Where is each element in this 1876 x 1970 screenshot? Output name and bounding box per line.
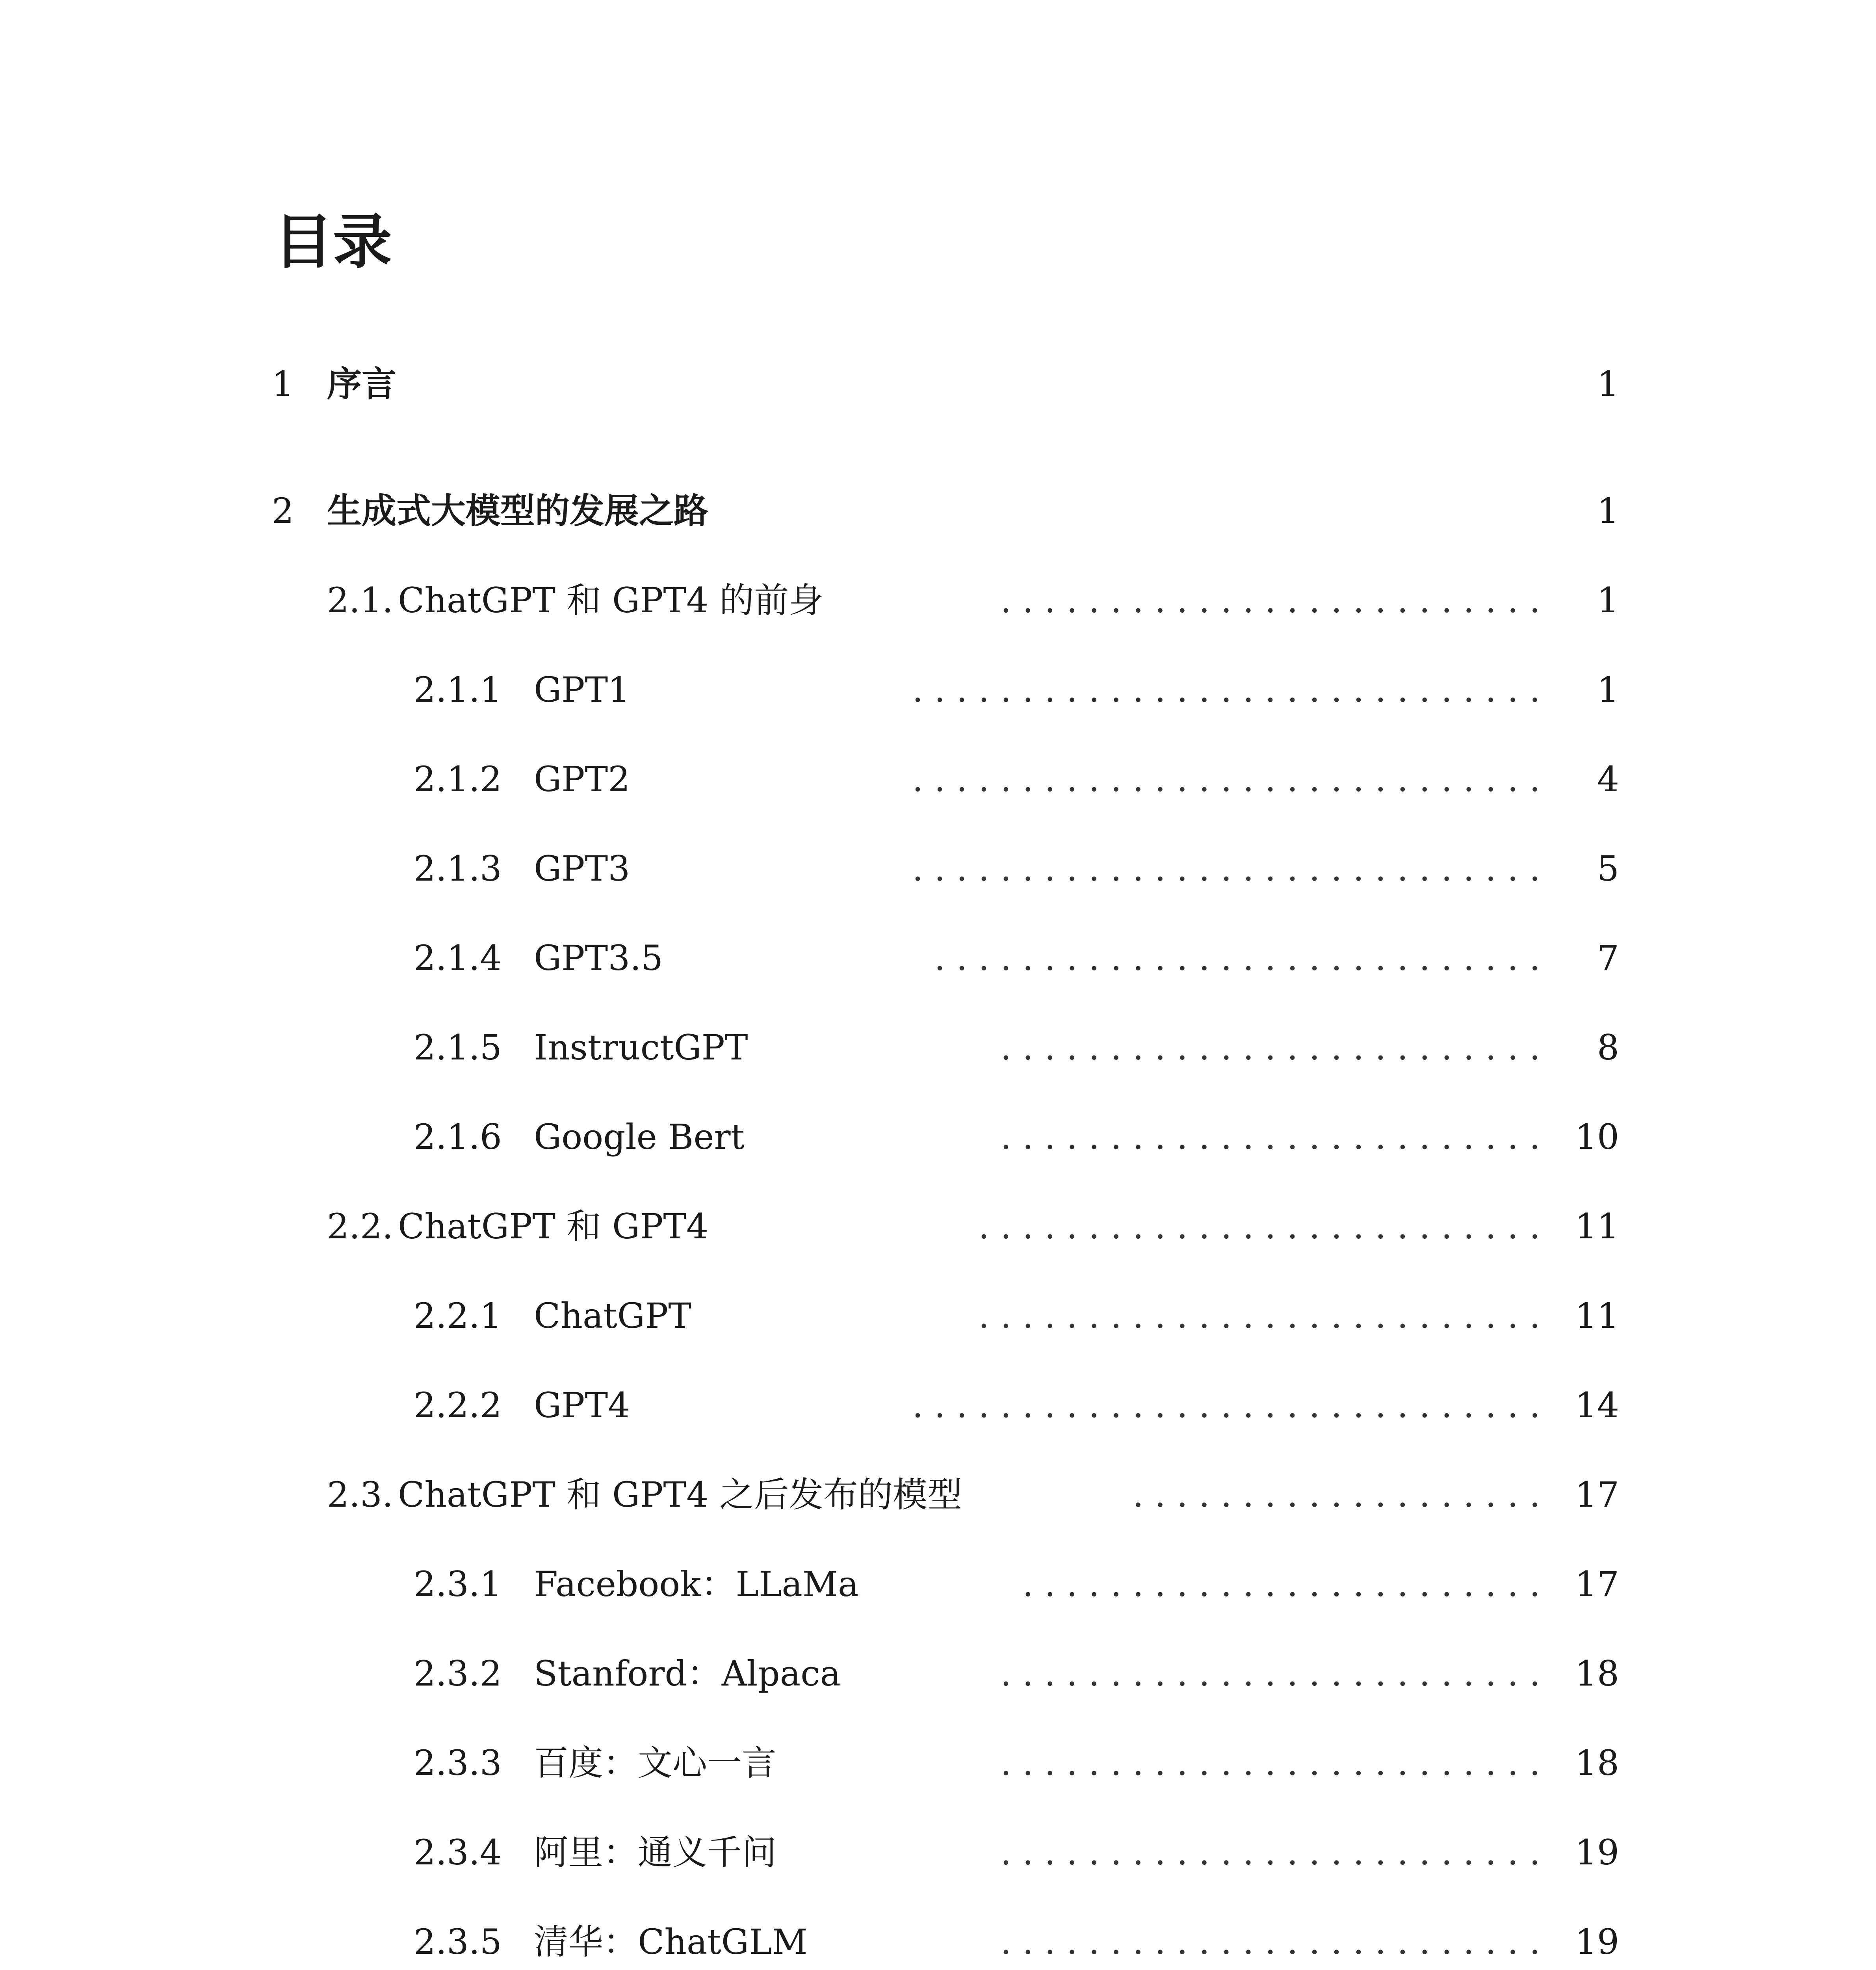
toc-subsection-number: 2.3.3 <box>414 1743 502 1783</box>
toc-subsection-label: 清华：ChatGLM <box>534 1922 808 1962</box>
toc-subsection-label: GPT1 <box>534 669 630 710</box>
toc-subsection-number: 2.2.1 <box>414 1295 502 1336</box>
toc-page-number: 1 <box>1597 669 1619 710</box>
toc-page-number: 10 <box>1575 1117 1619 1157</box>
toc-subsection-label: GPT2 <box>534 759 630 799</box>
toc-subsection-2-3-3[interactable] <box>0 1740 1876 1787</box>
toc-section-label: ChatGPT 和 GPT4 <box>398 1206 709 1247</box>
toc-subsection-2-1-1[interactable] <box>0 666 1876 714</box>
toc-subsection-2-3-2[interactable] <box>0 1650 1876 1697</box>
toc-leader-dots: . . . . . . . . . . . . . . . . . . . . . . . . . <box>1000 580 1540 621</box>
toc-subsection-number: 2.1.6 <box>414 1117 502 1157</box>
toc-subsection-2-3-4[interactable] <box>0 1829 1876 1876</box>
toc-section-number: 2.3. <box>327 1474 393 1515</box>
toc-subsection-2-1-5[interactable] <box>0 1024 1876 1071</box>
toc-section-number: 2.1. <box>327 580 393 621</box>
toc-leader-dots: . . . . . . . . . . . . . . . . . . . . . . . . . . . . . <box>912 848 1540 889</box>
toc-subsection-number: 2.1.4 <box>414 938 502 978</box>
toc-subsection-number: 2.1.5 <box>414 1027 502 1068</box>
toc-subsection-2-3-5[interactable] <box>0 1918 1876 1966</box>
toc-page-number: 8 <box>1597 1027 1619 1068</box>
toc-subsection-2-2-1[interactable] <box>0 1292 1876 1340</box>
toc-section-2-1[interactable] <box>0 577 1876 624</box>
toc-page-number: 19 <box>1575 1922 1619 1962</box>
toc-leader-dots: . . . . . . . . . . . . . . . . . . . . . . . . . <box>1000 1743 1540 1783</box>
toc-page-number: 7 <box>1597 938 1619 978</box>
toc-section-number: 2.2. <box>327 1206 393 1247</box>
toc-leader-dots: . . . . . . . . . . . . . . . . . . . . . . . . <box>1022 1564 1540 1604</box>
toc-subsection-number: 2.1.1 <box>414 669 502 710</box>
toc-page-number: 4 <box>1597 759 1619 799</box>
toc-subsection-number: 2.3.2 <box>414 1653 502 1694</box>
toc-chapter-2[interactable] <box>0 487 1876 535</box>
toc-chapter-label: 序言 <box>327 364 397 404</box>
toc-leader-dots: . . . . . . . . . . . . . . . . . . . <box>1133 1474 1540 1515</box>
toc-subsection-number: 2.3.4 <box>414 1832 502 1873</box>
toc-leader-dots: . . . . . . . . . . . . . . . . . . . . . . . . . . . . <box>934 938 1540 978</box>
toc-page-number: 11 <box>1575 1206 1619 1247</box>
toc-leader-dots: . . . . . . . . . . . . . . . . . . . . . . . . . <box>1000 1027 1540 1068</box>
toc-subsection-2-3-1[interactable] <box>0 1561 1876 1608</box>
toc-subsection-number: 2.3.5 <box>414 1922 502 1962</box>
toc-leader-dots: . . . . . . . . . . . . . . . . . . . . . . . . . <box>1000 1653 1540 1694</box>
toc-subsection-2-2-2[interactable] <box>0 1382 1876 1429</box>
toc-page-number: 17 <box>1575 1474 1619 1515</box>
toc-subsection-label: GPT4 <box>534 1385 630 1425</box>
toc-chapter-1[interactable] <box>0 361 1876 408</box>
toc-chapter-number: 1 <box>272 364 294 404</box>
toc-page-number: 11 <box>1575 1295 1619 1336</box>
toc-subsection-2-1-4[interactable] <box>0 935 1876 982</box>
toc-leader-dots: . . . . . . . . . . . . . . . . . . . . . . . . . . . . . <box>912 1385 1540 1425</box>
toc-subsection-label: ChatGPT <box>534 1295 692 1336</box>
toc-subsection-number: 2.3.1 <box>414 1564 502 1604</box>
toc-subsection-label: 百度：文心一言 <box>534 1743 777 1783</box>
toc-leader-dots: . . . . . . . . . . . . . . . . . . . . . . . . . . <box>978 1206 1540 1247</box>
toc-page-number: 1 <box>1597 580 1619 621</box>
toc-leader-dots: . . . . . . . . . . . . . . . . . . . . . . . . . . . . . <box>912 759 1540 799</box>
toc-subsection-number: 2.1.3 <box>414 848 502 889</box>
toc-page-number: 18 <box>1575 1653 1619 1694</box>
toc-subsection-label: Google Bert <box>534 1117 745 1157</box>
toc-subsection-number: 2.2.2 <box>414 1385 502 1425</box>
toc-subsection-label: GPT3 <box>534 848 630 889</box>
toc-subsection-label: InstructGPT <box>534 1027 748 1068</box>
toc-leader-dots: . . . . . . . . . . . . . . . . . . . . . . . . . <box>1000 1922 1540 1962</box>
toc-page-number: 14 <box>1575 1385 1619 1425</box>
toc-section-label: ChatGPT 和 GPT4 之后发布的模型 <box>398 1474 962 1515</box>
toc-title: 目录 <box>274 208 392 277</box>
toc-subsection-2-1-3[interactable] <box>0 845 1876 892</box>
toc-chapter-number: 2 <box>272 491 294 531</box>
toc-subsection-label: GPT3.5 <box>534 938 663 978</box>
toc-section-label: ChatGPT 和 GPT4 的前身 <box>398 580 824 621</box>
toc-subsection-label: Stanford：Alpaca <box>534 1653 841 1694</box>
toc-subsection-label: Facebook：LLaMa <box>534 1564 859 1604</box>
toc-page-number: 1 <box>1597 491 1619 531</box>
toc-subsection-number: 2.1.2 <box>414 759 502 799</box>
toc-leader-dots: . . . . . . . . . . . . . . . . . . . . . . . . . . <box>978 1295 1540 1336</box>
toc-subsection-2-1-6[interactable] <box>0 1113 1876 1161</box>
toc-leader-dots: . . . . . . . . . . . . . . . . . . . . . . . . . <box>1000 1832 1540 1873</box>
toc-chapter-label: 生成式大模型的发展之路 <box>327 491 709 531</box>
toc-page-number: 17 <box>1575 1564 1619 1604</box>
toc-section-2-3[interactable] <box>0 1471 1876 1518</box>
toc-leader-dots: . . . . . . . . . . . . . . . . . . . . . . . . . . . . . <box>912 669 1540 710</box>
toc-leader-dots: . . . . . . . . . . . . . . . . . . . . . . . . . <box>1000 1117 1540 1157</box>
toc-page-number: 1 <box>1597 364 1619 404</box>
toc-subsection-label: 阿里：通义千问 <box>534 1832 777 1873</box>
toc-page-number: 19 <box>1575 1832 1619 1873</box>
toc-section-2-2[interactable] <box>0 1203 1876 1250</box>
toc-subsection-2-1-2[interactable] <box>0 756 1876 803</box>
toc-page-number: 5 <box>1597 848 1619 889</box>
toc-page-number: 18 <box>1575 1743 1619 1783</box>
